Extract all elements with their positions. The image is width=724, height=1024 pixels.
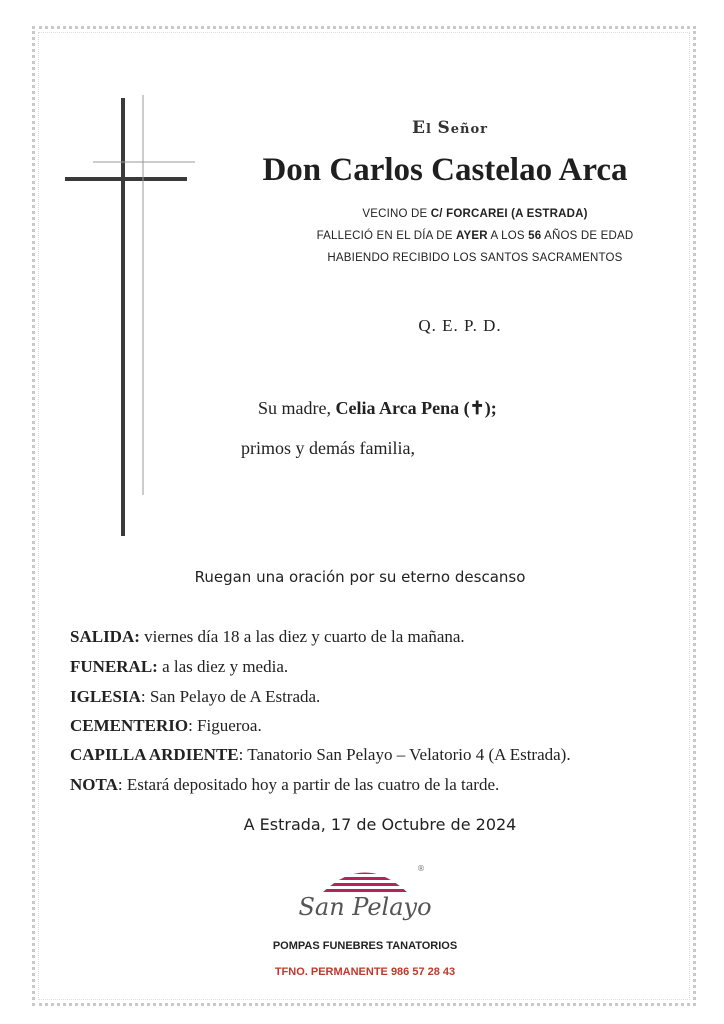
company-tagline: POMPAS FUNEBRES TANATORIOS	[272, 940, 458, 952]
deceased-name: Don Carlos Castelao Arca	[262, 152, 628, 188]
honorific: El Señor	[412, 118, 488, 138]
detail-capilla: CAPILLA ARDIENTE: Tanatorio San Pelayo – Velatorio 4 (A Estrada).	[70, 745, 571, 764]
info-line-sacraments: HABIENDO RECIBIDO LOS SANTOS SACRAMENTOS	[327, 252, 623, 264]
cross-icon	[60, 95, 200, 540]
info-line-residence: VECINO DE C/ FORCAREI (A ESTRADA)	[362, 208, 588, 220]
family-line-mother: Su madre, Celia Arca Pena (✝);	[258, 398, 497, 418]
prayer-request: Ruegan una oración por su eterno descanso	[194, 568, 526, 586]
place-date: A Estrada, 17 de Octubre de 2024	[243, 815, 517, 834]
detail-iglesia: IGLESIA: San Pelayo de A Estrada.	[70, 687, 321, 706]
san-pelayo-logo	[295, 855, 435, 925]
info-line-death: FALLECIÓ EN EL DÍA DE AYER A LOS 56 AÑOS DE EDAD	[316, 230, 634, 242]
logo-text: San Pelayo	[298, 893, 432, 921]
detail-salida: SALIDA: viernes día 18 a las diez y cuarto de la mañana.	[70, 627, 465, 646]
phone-line: TFNO. PERMANENTE 986 57 28 43	[274, 966, 456, 978]
family-line-relatives: primos y demás familia,	[241, 438, 415, 458]
qepd: Q. E. P. D.	[418, 316, 502, 335]
detail-nota: NOTA: Estará depositado hoy a partir de las cuatro de la tarde.	[70, 775, 500, 794]
detail-cementerio: CEMENTERIO: Figueroa.	[70, 716, 262, 735]
detail-funeral: FUNERAL: a las diez y media.	[70, 657, 289, 676]
registered-mark: ®	[417, 864, 425, 873]
